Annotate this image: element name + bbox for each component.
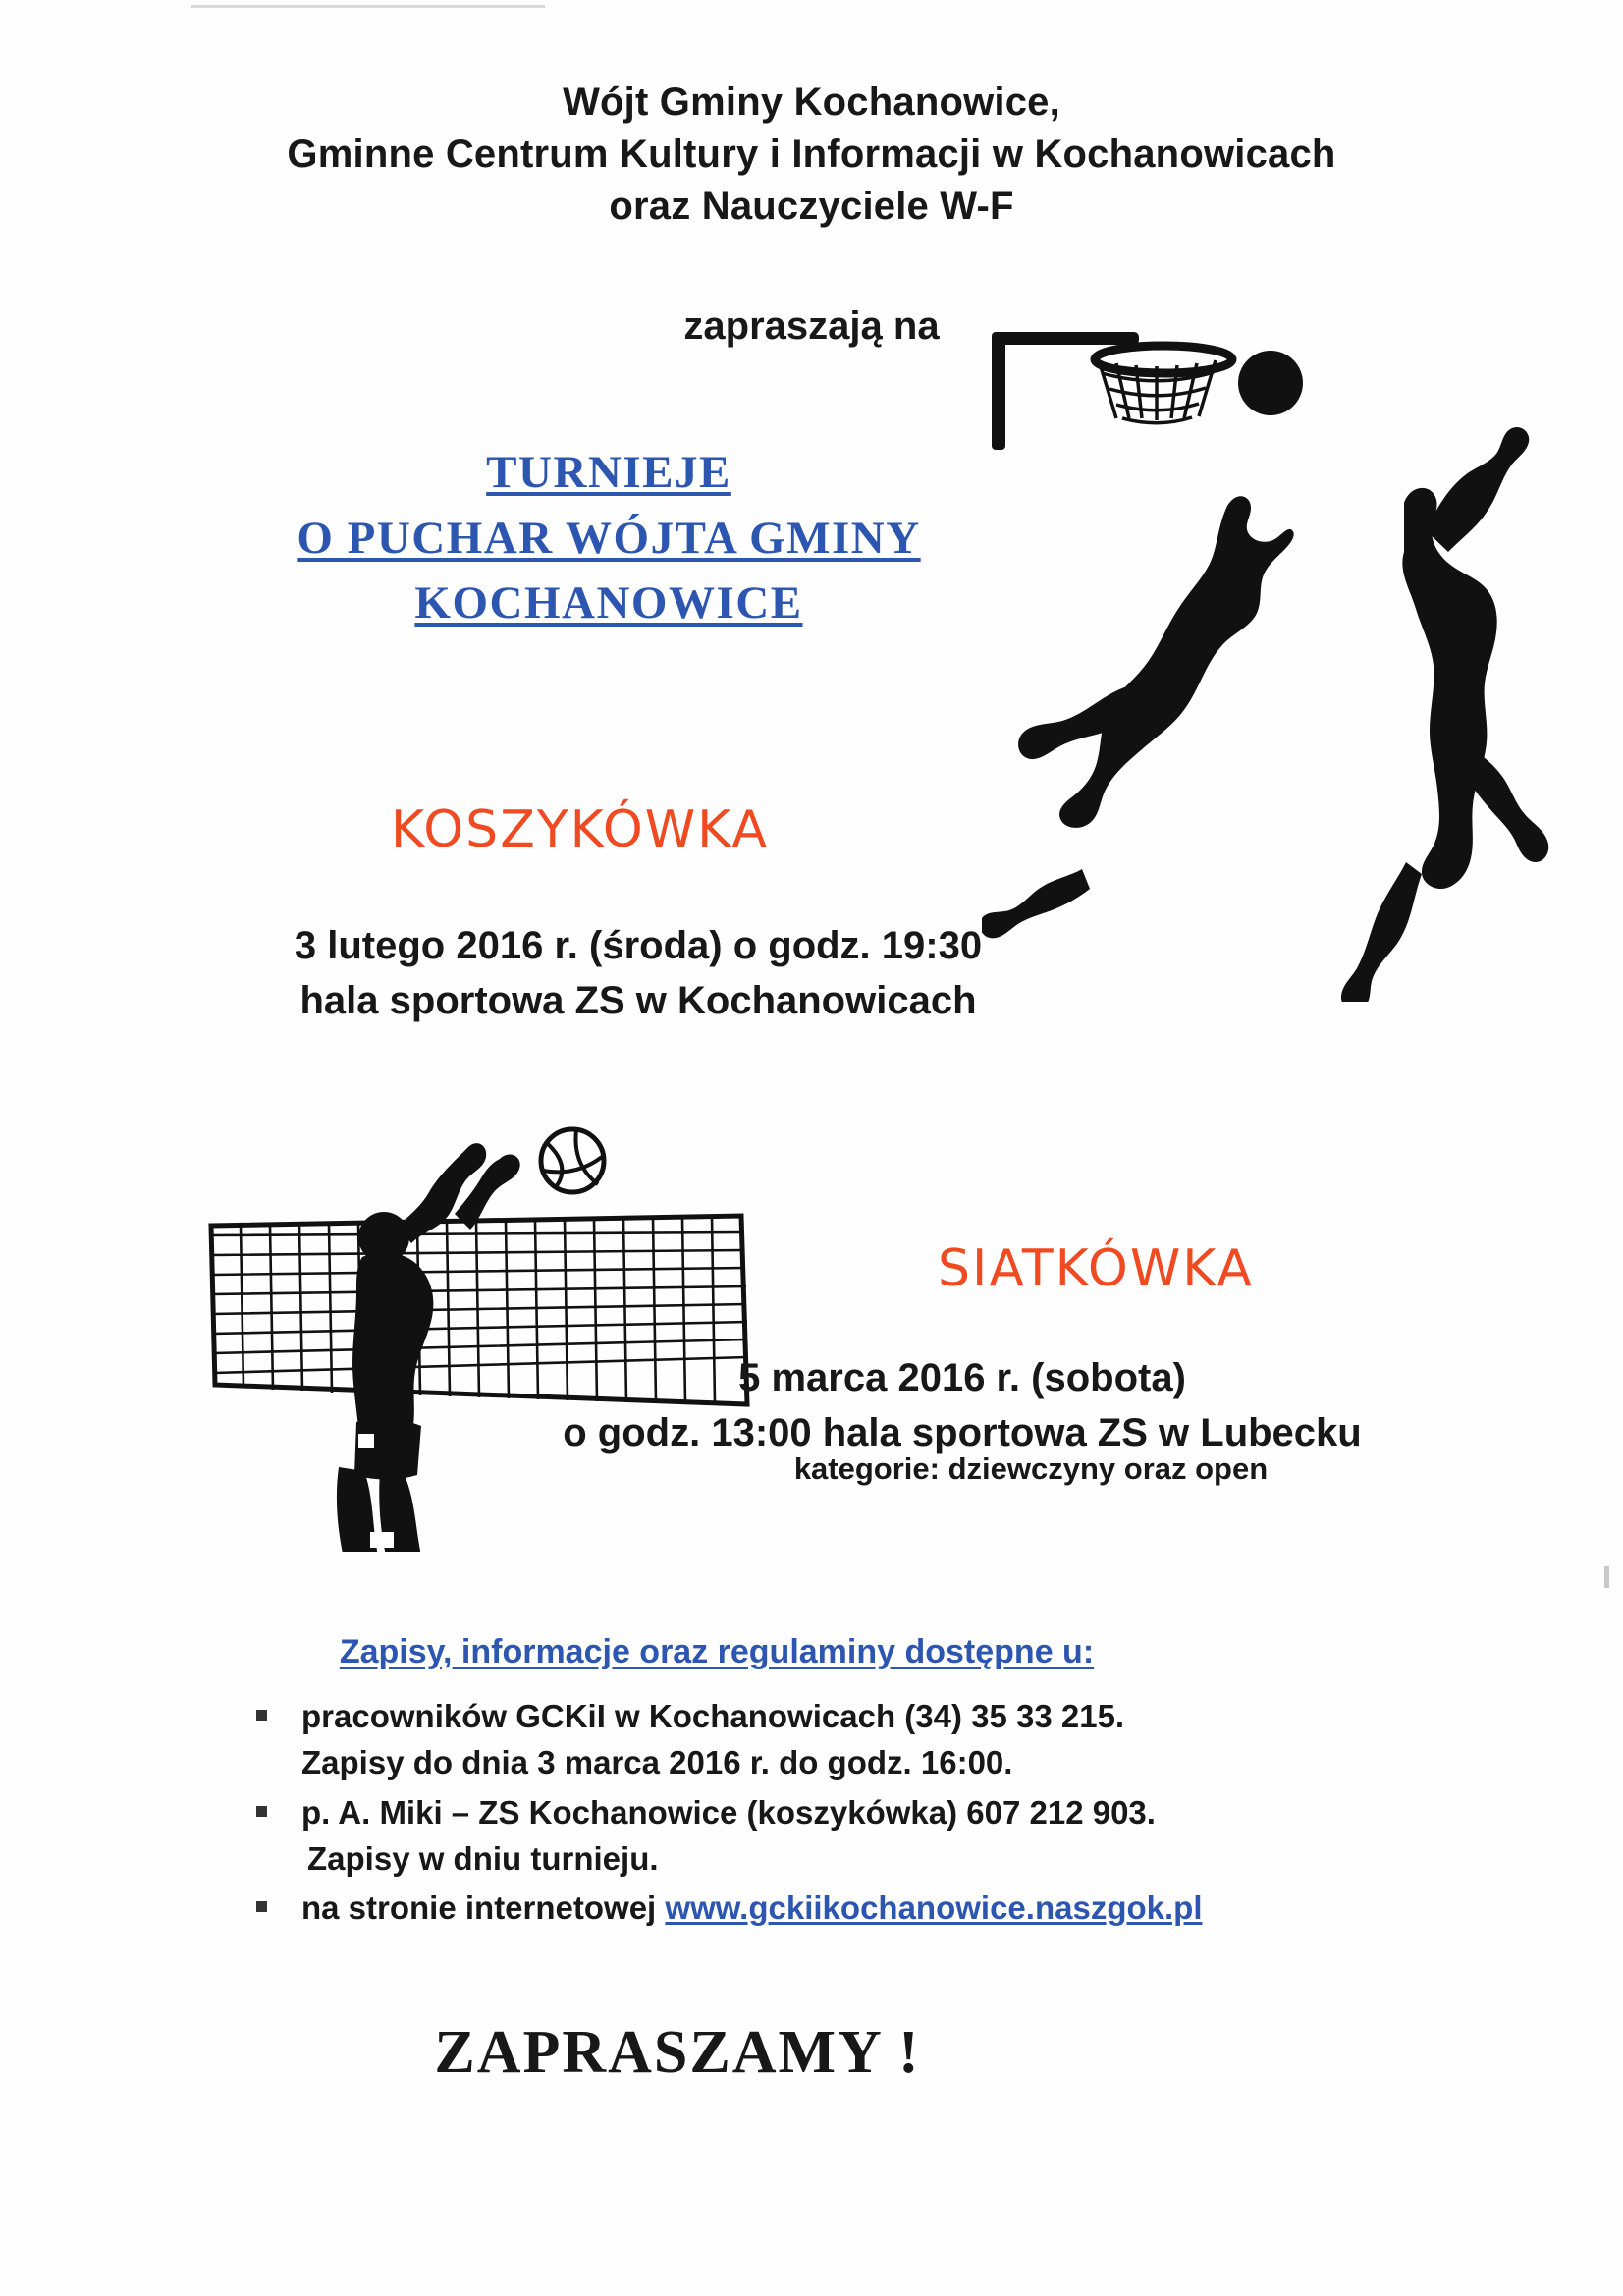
basketball-details	[0, 918, 1276, 1028]
list-item	[241, 1790, 1419, 1883]
volleyball-categories: kategorie: dziewczyny oraz open	[793, 1451, 1269, 1486]
signup-item-sub-2: Zapisy w dniu turnieju.	[307, 1839, 659, 1877]
signup-list	[241, 1694, 1419, 1936]
organizer-line-2: Gminne Centrum Kultury i Informacji w Kochanowicach	[287, 133, 1336, 177]
signup-item-main-3: na stronie internetowej	[301, 1889, 666, 1927]
closing-call: ZAPRASZAMY !	[434, 2019, 921, 2086]
signup-item-sub-1: Zapisy do dnia 3 marca 2016 r. do godz. 16:00.	[301, 1743, 1013, 1780]
organizer-line-3: oraz Nauczyciele W-F	[609, 185, 1014, 229]
organizer-line-1: Wójt Gminy Kochanowice,	[563, 81, 1060, 124]
event-title-line-2: O PUCHAR WÓJTA GMINY	[297, 512, 921, 564]
invitation-text: zapraszają na	[683, 304, 940, 348]
event-title-line-1: TURNIEJE	[486, 447, 731, 498]
website-link[interactable]: www.gckiikochanowice.naszgok.pl	[665, 1889, 1203, 1927]
basketball-date: 3 lutego 2016 r. (środa) o godz. 19:30	[294, 924, 983, 967]
volleyball-caption: SIATKÓWKA	[938, 1239, 1255, 1298]
event-title-line-3: KOCHANOWICE	[414, 577, 803, 629]
scan-artifact-edge	[1604, 1566, 1609, 1588]
list-item	[241, 1886, 1419, 1932]
basketball-caption: KOSZYKÓWKA	[391, 800, 769, 859]
bullet-square-icon	[256, 1806, 267, 1817]
volleyball-details	[373, 1350, 1551, 1460]
bullet-square-icon	[256, 1710, 267, 1721]
volleyball-date: 5 marca 2016 r. (sobota)	[738, 1356, 1186, 1399]
volleyball-venue: o godz. 13:00 hala sportowa ZS w Lubecku	[563, 1411, 1362, 1454]
list-item	[241, 1694, 1419, 1786]
scan-artifact-top	[191, 5, 545, 8]
basketball-illustration	[982, 324, 1610, 1002]
basketball-venue: hala sportowa ZS w Kochanowicach	[299, 979, 977, 1022]
organizer-header	[0, 77, 1623, 234]
signup-item-main-1: pracowników GCKiI w Kochanowicach (34) 35 33 215.	[301, 1698, 1125, 1734]
signup-item-main-2: p. A. Miki – ZS Kochanowice (koszykówka) 607 212 903.	[301, 1793, 1156, 1831]
signup-heading: Zapisy, informacje oraz regulaminy dostępne u:	[339, 1633, 1095, 1670]
bullet-square-icon	[256, 1901, 267, 1912]
